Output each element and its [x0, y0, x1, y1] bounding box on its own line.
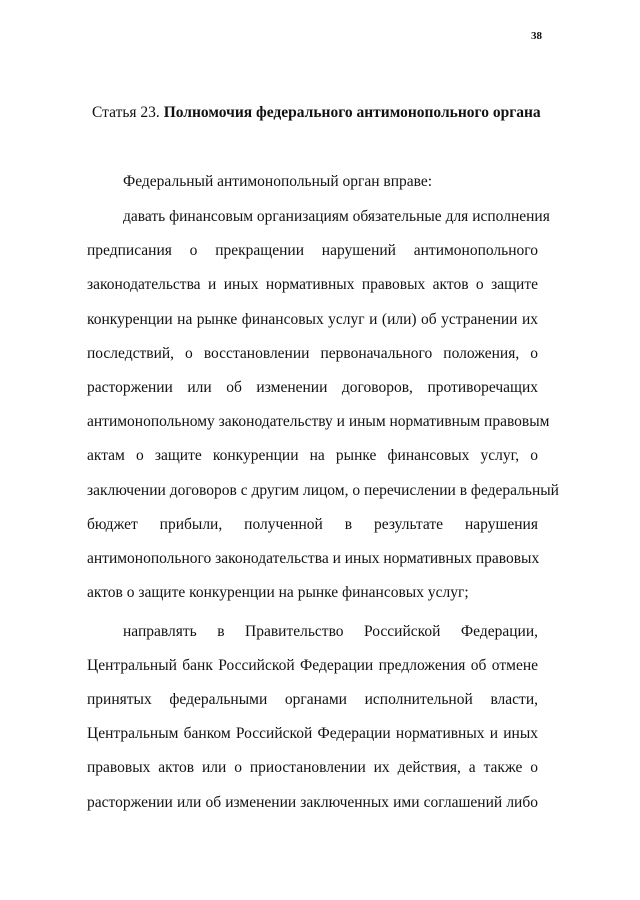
paragraph-1-line: предписания о прекращении нарушений антимонопольного — [87, 242, 538, 259]
paragraph-1-line: антимонопольного законодательства и иных нормативных правовых — [87, 550, 540, 567]
paragraph-1-line: бюджет прибыли, полученной в результате нарушения — [87, 516, 538, 533]
paragraph-1-line: актов о защите конкуренции на рынке финансовых услуг; — [87, 584, 469, 601]
paragraph-1-line: законодательства и иных нормативных правовых актов о защите — [87, 276, 538, 293]
paragraph-1-line: давать финансовым организациям обязательные для исполнения — [123, 208, 550, 225]
article-title: Полномочия федерального антимонопольного органа — [163, 104, 541, 121]
paragraph-2-line: принятых федеральными органами исполнительной власти, — [87, 691, 538, 708]
paragraph-1-line: актам о защите конкуренции на рынке финансовых услуг, о — [87, 447, 538, 464]
paragraph-2-line: правовых актов или о приостановлении их действия, а также о — [87, 759, 538, 776]
intro-line: Федеральный антимонопольный орган вправе: — [123, 173, 433, 190]
paragraph-1-line: антимонопольному законодательству и иным нормативным правовым — [87, 413, 550, 430]
article-number: Статья 23. — [92, 104, 160, 121]
paragraph-1-line: последствий, о восстановлении первоначального положения, о — [87, 345, 538, 362]
paragraph-2-line: Центральным банком Российской Федерации нормативных и иных — [87, 725, 538, 742]
paragraph-1-line: расторжении или об изменении договоров, противоречащих — [87, 379, 538, 396]
paragraph-1-line: конкуренции на рынке финансовых услуг и (или) об устранении их — [87, 311, 538, 328]
paragraph-1-line: заключении договоров с другим лицом, о перечислении в федеральный — [87, 482, 559, 499]
paragraph-2-line: Центральный банк Российской Федерации предложения об отмене — [87, 657, 538, 674]
page-number: 38 — [531, 30, 542, 42]
paragraph-2-line: направлять в Правительство Российской Федерации, — [123, 623, 538, 640]
paragraph-2-line: расторжении или об изменении заключенных ими соглашений либо — [87, 794, 538, 811]
article-heading — [92, 104, 541, 122]
